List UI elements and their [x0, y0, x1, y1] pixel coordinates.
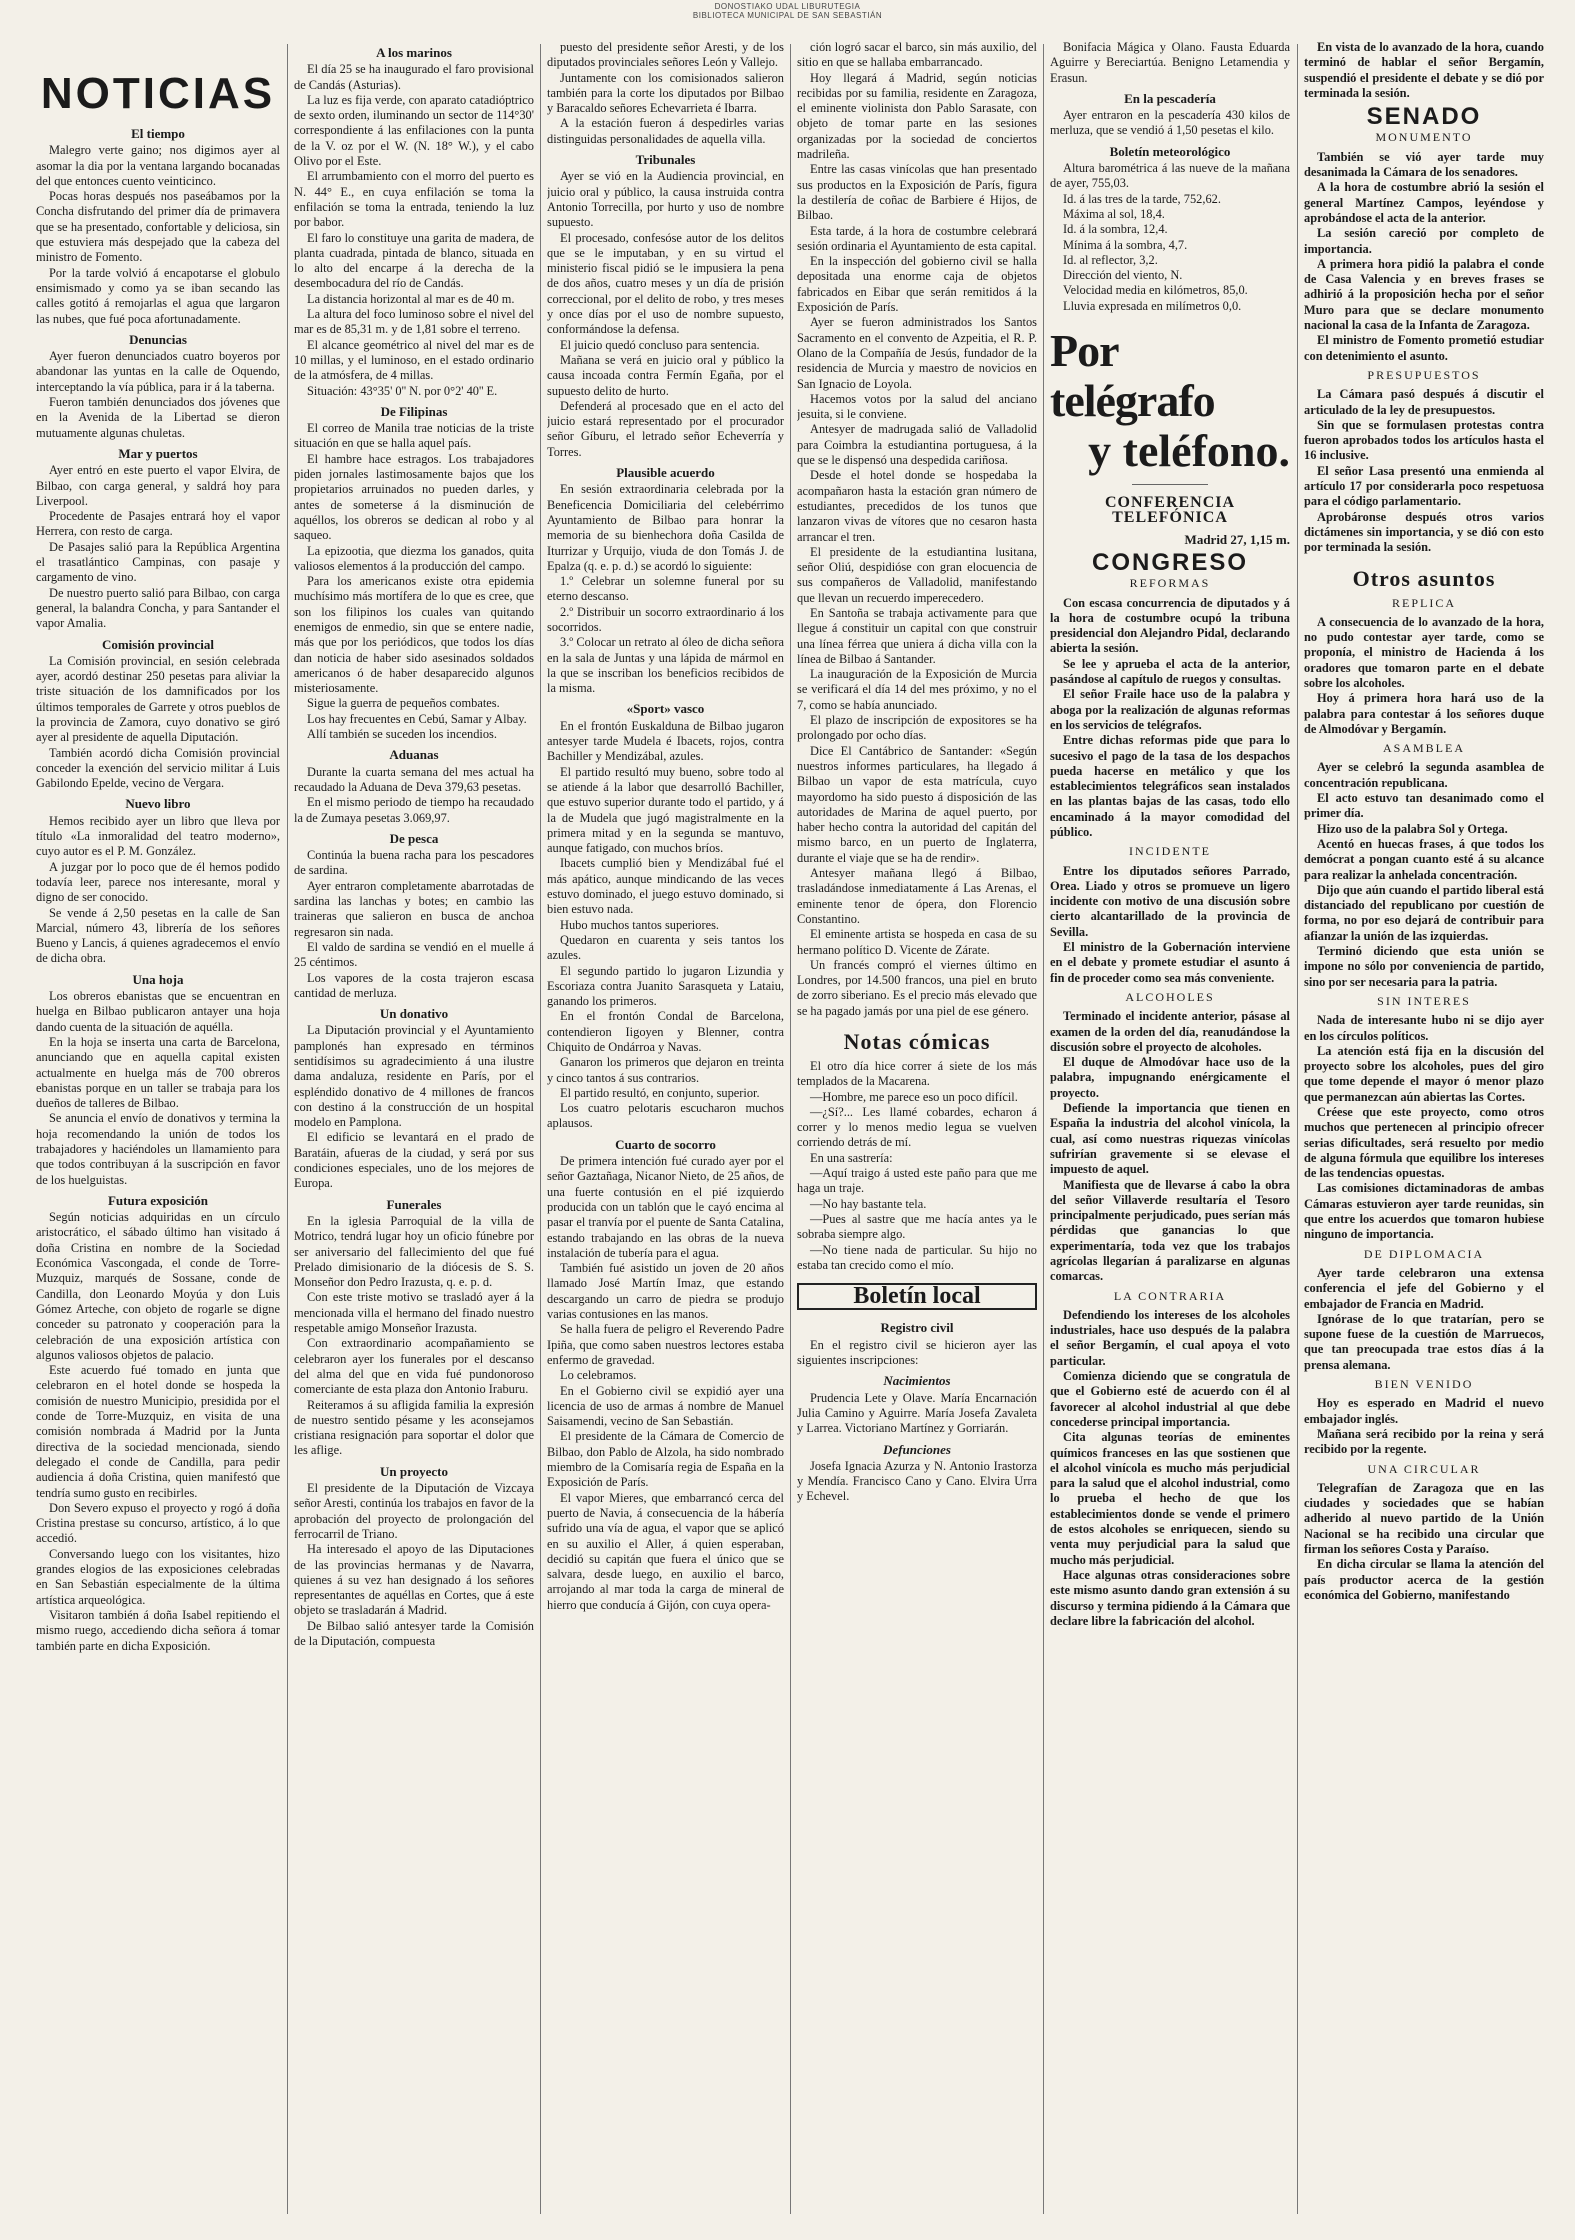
- paragraph: A la estación fueron á despedirles varias distinguidas personalidades de aquella villa.: [547, 116, 784, 146]
- paragraph: Bonifacia Mágica y Olano. Fausta Eduarda Aguirre y Bereciartúa. Benigno Letamendia y Erasun.: [1050, 40, 1290, 85]
- heading: Una hoja: [132, 971, 184, 987]
- paragraph: El eminente artista se hospeda en casa de su hermano político D. Vicente de Zárate.: [797, 927, 1037, 957]
- paragraph: Comienza diciendo que se congratula de que el Gobierno esté de acuerdo con él al favorecer al alcohol industrial al que debe concederse principal importancia.: [1050, 1369, 1290, 1429]
- paragraph: Los vapores de la costa trajeron escasa cantidad de merluza.: [294, 970, 534, 1000]
- paragraph: Prudencia Lete y Olave. María Encarnación Julia Camino y Aguirre. María Josefa Zavaleta y Larrea. Victoriano Martínez y Gorriarán.: [797, 1390, 1037, 1436]
- paragraph: Se vende á 2,50 pesetas en la calle de San Marcial, número 43, librería de los señores Bueno y Lancis, á quienes agradecemos el envío de dicha obra.: [36, 905, 280, 966]
- heading: A los marinos: [376, 45, 452, 60]
- paragraph: Los obreros ebanistas que se encuentran en huelga en Bilbao publicaron antayer una hoja dando cuenta de la situación de aquélla.: [36, 989, 280, 1034]
- heading: Boletín meteorológico: [1109, 143, 1231, 159]
- paragraph: Hoy á primera hora hará uso de la palabra para contestar á los señores duque de Almodóvar y Bergamín.: [1304, 691, 1544, 736]
- paragraph: 1.º Celebrar un solemne funeral por su eterno descanso.: [547, 574, 784, 604]
- subheading: BIEN VENIDO: [1374, 1377, 1474, 1392]
- heading: Denuncias: [129, 331, 187, 347]
- section-notas-comicas: Notas cómicas: [843, 1029, 991, 1054]
- heading: «Sport» vasco: [626, 701, 705, 717]
- paragraph: Antesyer de madrugada salió de Valladolid para Coimbra la estudiantina portuguesa, á la que se le dispensó una despedida cariñosa.: [797, 422, 1037, 468]
- paragraph: Defiende la importancia que tienen en España la industria del alcohol vinícola, la cual, así como nuestras riquezas vinícolas sufrirían gravemente si se elevase el impuesto de aquel.: [1050, 1101, 1290, 1177]
- paragraph: El partido resultó muy bueno, sobre todo al se atiende á la labor que desarrolló Bachiller, que estuvo superior durante todo el partido, y á la de Mudela que jugó magistralmente en la primera mitad y en la segunda se mantuvo, aunque fatigado, con muchos bríos.: [547, 764, 784, 856]
- paragraph: Telegrafían de Zaragoza que en las ciudades y sociedades que se habían adherido al nuevo partido de la Unión Nacional se ha recibido una circular que firman los señores Costa y Paraíso.: [1304, 1480, 1544, 1557]
- paragraph: En la hoja se inserta una carta de Barcelona, anunciando que en aquella capital existen actualmente en huelga más de 700 obreros ebanistas porque en un taller se trabaja para los dueños de talleres de Bilbao.: [36, 1034, 280, 1111]
- paragraph: El arrumbamiento con el morro del puerto es N. 44° E., en cuya enfilación se toma la enfilación se toma la entrada, teniendo la luz por babor.: [294, 169, 534, 230]
- subheading: ALCOHOLES: [1125, 989, 1215, 1004]
- column-rule: [1297, 44, 1298, 2214]
- paragraph: De primera intención fué curado ayer por el señor Gaztañaga, Nicanor Nieto, de 25 años, de una fuerte contusión en el pié izquierdo producida con un tablón que le cayó encima al pasar el tranvía por el puente de Santa Catalina, estando trabajando en las obras de la nueva instalación de tubería para el agua.: [547, 1154, 784, 1260]
- paragraph: Pocas horas después nos paseábamos por la Concha disfrutando del primer día de primavera que se ha presentado, confortable y deliciosa, sin que estuviera más despejado que la cabeza del ministro de Fomento.: [36, 189, 280, 265]
- paragraph: Id. á las tres de la tarde, 752,62.: [1063, 191, 1221, 206]
- paragraph: En una sastrería:: [810, 1150, 893, 1165]
- subheading: REFORMAS: [1129, 576, 1211, 591]
- paragraph: Entre los diputados señores Parrado, Orea. Liado y otros se promueve un ligero incidente con motivo de una discusión sobre cierto alcantarillado de la provincia de Sevilla.: [1050, 863, 1290, 939]
- section-boletin-local: Boletín local: [797, 1283, 1037, 1310]
- paragraph: Según noticias adquiridas en un círculo aristocrático, el sábado último han visitado á doña Cristina en nombre de la Sociedad Económica Vascongada, el conde de Torre-Muzquiz, marqués de Sossane, conde de Candilla, don Leonardo Moyúa y don Luis Gómez Arteche, con objeto de rogarle se digne conceder su patronato y cooperación para la celebración de una exposición artística con algunos valiosos objetos de palacio.: [36, 1210, 280, 1362]
- paragraph: La atención está fija en la discusión del proyecto sobre los alcoholes, pues del giro que tome depende el mayor ó menor plazo que permanezcan aún abiertas las Cortes.: [1304, 1043, 1544, 1104]
- paragraph: El valdo de sardina se vendió en el muelle á 25 céntimos.: [294, 939, 534, 970]
- paragraph: Ayer se celebró la segunda asamblea de concentración republicana.: [1304, 760, 1544, 790]
- paragraph: —Aquí traigo á usted este paño para que me haga un traje.: [797, 1166, 1037, 1196]
- paragraph: 2.º Distribuir un socorro extraordinario á los socorridos.: [547, 604, 784, 634]
- paragraph: El ministro de Fomento prometió estudiar con detenimiento el asunto.: [1304, 333, 1544, 363]
- paragraph: De Bilbao salió antesyer tarde la Comisión de la Diputación, compuesta: [294, 1618, 534, 1648]
- subheading: PRESUPUESTOS: [1367, 367, 1481, 382]
- paragraph: El presidente de la Diputación de Vizcaya señor Aresti, continúa los trabajos en favor de la aprobación del proyecto de prolongación del ferrocarril de Triano.: [294, 1481, 534, 1541]
- paragraph: Ibacets cumplió bien y Mendizábal fué el más apático, aunque mindicando de las veces estuvo dominado, el juego estuvo dominado, si bien estuvo nada.: [547, 856, 784, 917]
- column-3: [547, 40, 784, 2220]
- heading: Nacimientos: [883, 1373, 951, 1389]
- banner-line-1: Por telégrafo: [1050, 325, 1215, 427]
- heading: Nuevo libro: [125, 796, 191, 812]
- paragraph: Este acuerdo fué tomado en junta que celebraron en el hotel donde se hospeda la comisión de nuestro Municipio, presidida por el conde de Torre-Muzquiz, en visita de una comisión nombrada á Madrid por la Junta directiva de la sociedad mencionada, siendo delegado el conde de Candilla, para pedir audiencia á doña Cristina, quien manifestó que tendría sumo gusto en recibirles.: [36, 1363, 280, 1500]
- paragraph: Se halla fuera de peligro el Reverendo Padre Ipiña, que como saben nuestros lectores estaba enfermo de gravedad.: [547, 1322, 784, 1367]
- paragraph: En el frontón Condal de Barcelona, contendieron Iigoyen y Blenner, contra Chiquito de Ondárroa y Navas.: [547, 1009, 784, 1054]
- paragraph: El acto estuvo tan desanimado como el primer día.: [1304, 791, 1544, 821]
- column-rule: [540, 44, 541, 2214]
- paragraph: El día 25 se ha inaugurado el faro provisional de Candás (Asturias).: [294, 62, 534, 92]
- paragraph: En el registro civil se hicieron ayer las siguientes inscripciones:: [797, 1337, 1037, 1368]
- paragraph: El presidente de la estudiantina lusitana, señor Oliú, despidióse con gran elocuencia de sus compañeros de Valladolid, manifestando que llevan un recuerdo imperecedero.: [797, 544, 1037, 605]
- paragraph: —No hay bastante tela.: [810, 1196, 927, 1211]
- paragraph: Ayer se fueron administrados los Santos Sacramento en el convento de Azpeitia, el R. P. Olano de la Compañía de Jesús, fundador de la residencia de Murcia y maestro de novicios en San Ignacio de Loyola.: [797, 315, 1037, 391]
- paragraph: Entre las casas vinícolas que han presentado sus productos en la Exposición de París, figura la destilería de coñac de Barbiere é Hijos, de Bilbao.: [797, 162, 1037, 223]
- heading: Aduanas: [389, 747, 439, 763]
- paragraph: En sesión extraordinaria celebrada por la Beneficencia Domiciliaria del celebérrimo Ayuntamiento de Bilbao para honrar la memoria de su bienhechora doña Casilda de Iturrizar y Urquijo, viuda de don Tomás J. de Epalza (q. e. p. d.) se acordó lo siguiente:: [547, 482, 784, 573]
- paragraph: En el mismo periodo de tiempo ha recaudado la de Zumaya pesetas 3.069,97.: [294, 795, 534, 825]
- subheading: INCIDENTE: [1129, 844, 1211, 859]
- paragraph: El ministro de la Gobernación interviene en el debate y promete estudiar el asunto á fin de proceder como sea más conveniente.: [1050, 940, 1290, 985]
- paragraph: En el Gobierno civil se expidió ayer una licencia de uso de armas á nombre de Manuel Saisamendi, vecino de San Sebastián.: [547, 1383, 784, 1429]
- paragraph: Ayer entraron en la pescadería 430 kilos de merluza, que se vendió á 1,50 pesetas el kilo.: [1050, 108, 1290, 138]
- column-2: [294, 40, 534, 2220]
- library-stamp: [0, 2, 1575, 20]
- paragraph: Entre dichas reformas pide que para lo sucesivo el pago de la tasa de los despachos pueda hacerse en metálico y que los establecimientos telegráficos sean instalados en las plantas bajas de las casas, todo ello encaminado á la mayor comodidad del público.: [1050, 733, 1290, 839]
- heading: Mar y puertos: [118, 445, 198, 461]
- paragraph: Allí también se suceden los incendios.: [307, 727, 497, 742]
- paragraph: Ayer fueron denunciados cuatro boyeros por abandonar las yuntas en la calle de Oquendo, interceptando la vía pública, para ir á la taberna.: [36, 349, 280, 394]
- paragraph: El hambre hace estragos. Los trabajadores piden jornales lastimosamente bajos que los propietarios arruinados no pueden darles, y antes de someterse á la disminución de aquéllos, los obreros se dedican al robo y al saqueo.: [294, 451, 534, 543]
- paragraph: La sesión careció por completo de importancia.: [1304, 226, 1544, 256]
- paragraph: El juicio quedó concluso para sentencia.: [560, 337, 760, 352]
- subheading: ASAMBLEA: [1382, 741, 1465, 756]
- paragraph: El edificio se levantará en el prado de Baratáin, afueras de la ciudad, y será por sus condiciones especiales, uno de los mejores de Europa.: [294, 1130, 534, 1191]
- column-1: [36, 40, 280, 2220]
- heading: El tiempo: [131, 126, 185, 141]
- heading: Futura exposición: [107, 1192, 209, 1208]
- paragraph: Conversando luego con los visitantes, hizo grandes elogios de las exposiciones celebradas en San Sebastián especialmente de la última artística arqueológica.: [36, 1546, 280, 1607]
- paragraph: También acordó dicha Comisión provincial conceder la exención del servicio militar á Luis Gabilondo Epelde, vecino de Vergara.: [36, 745, 280, 791]
- paragraph: Ayer entraron completamente abarrotadas de sardina las lanchas y botes; en cambio las traineras que salieron en busca de anchoa regresaron sin nada.: [294, 878, 534, 939]
- subheading: UNA CIRCULAR: [1367, 1461, 1481, 1476]
- paragraph: —Pues al sastre que me hacía antes ya le sobraba siempre algo.: [797, 1211, 1037, 1242]
- paragraph: Nada de interesante hubo ni se dijo ayer en los círculos políticos.: [1304, 1013, 1544, 1043]
- paragraph: Desde el hotel donde se hospedaba la acompañaron hasta la estación gran número de estudiantes, precedidos de los tunos que lanzaron vivas de vítores que no cesaron hasta arrancar el tren.: [797, 468, 1037, 544]
- paragraph: La epizootia, que diezma los ganados, quita valiosos elementos á la producción del campo.: [294, 543, 534, 573]
- senado-heading: SENADO: [1366, 103, 1482, 131]
- paragraph: El partido resultó, en conjunto, superior.: [560, 1085, 760, 1100]
- paragraph: El presidente de la Cámara de Comercio de Bilbao, don Pablo de Alzola, ha sido nombrado miembro de la Comisaría regia de España en la Exposición de París.: [547, 1429, 784, 1490]
- heading: Registro civil: [880, 1320, 954, 1336]
- paragraph: El señor Lasa presentó una enmienda al artículo 17 por considerarla poco respetuosa para el código parlamentario.: [1304, 463, 1544, 509]
- paragraph: —¿Sí?... Les llamé cobardes, echaron á correr y lo menos medio legua se vuelven corriendo detrás de mí.: [797, 1104, 1037, 1150]
- paragraph: En el frontón Euskalduna de Bilbao jugaron antesyer tarde Mudela é Ibacets, rojos, contra Bachiller y Mendizábal, azules.: [547, 718, 784, 764]
- paragraph: Máxima al sol, 18,4.: [1063, 206, 1165, 221]
- paragraph: En vista de lo avanzado de la hora, cuando terminó de hablar el señor Bergamín, suspendió el presidente el debate y se dió por terminada la sesión.: [1304, 40, 1544, 100]
- subheading: SIN INTERES: [1377, 993, 1471, 1008]
- paragraph: Mañana se verá en juicio oral y público la causa incoada contra Fermín Egaña, por el supuesto delito de hurto.: [547, 352, 784, 398]
- paragraph: Para los americanos existe otra epidemia muchísimo más mortífera de lo que es cree, que son los filipinos los cuales van quitando enemigos de enmedio, sin que se entere nadie, más que por los periódicos, que todos los días dan noticia de haber sido asesinados soldados americanos ó de haber desaparecido algunos misteriosamente.: [294, 574, 534, 696]
- paragraph: A la hora de costumbre abrió la sesión el general Martínez Campos, leyéndose y aprobándose el acta de la anterior.: [1304, 180, 1544, 225]
- paragraph: A primera hora pidió la palabra el conde de Casa Valencia y en breves frases se adhirió á la proposición hecha por el señor Muro para que se declare monumento nacional la casa de la Infanta de Zaragoza.: [1304, 256, 1544, 333]
- paragraph: De nuestro puerto salió para Bilbao, con carga general, la balandra Concha, y para Santander el vapor Amalia.: [36, 585, 280, 631]
- banner-line-2: y teléfono.: [1088, 425, 1290, 477]
- paragraph: Hubo muchos tantos superiores.: [560, 917, 719, 932]
- paragraph: Antesyer mañana llegó á Bilbao, trasladándose inmediatamente á Las Arenas, el eminente tenor de ópera, don Florencio Constantino.: [797, 866, 1037, 926]
- paragraph: Quedaron en cuarenta y seis tantos los azules.: [547, 932, 784, 963]
- paragraph: Esta tarde, á la hora de costumbre celebrará sesión ordinaria el Ayuntamiento de esta capital.: [797, 223, 1037, 253]
- stamp-line-1: DONOSTIAKO UDAL LIBURUTEGIA: [714, 2, 861, 11]
- paragraph: La inauguración de la Exposición de Murcia se verificará el día 14 del mes próximo, y no el 7, como se había anunciado.: [797, 667, 1037, 712]
- paragraph: Continúa la buena racha para los pescadores de sardina.: [294, 848, 534, 878]
- stamp-line-2: BIBLIOTECA MUNICIPAL DE SAN SEBASTIÁN: [692, 11, 883, 20]
- paragraph: Cita algunas teorías de eminentes químicos franceses en las que sostienen que el alcohol vinícola es mucho más perjudicial para la salud que el alcohol industrial, como lo prueba el hecho de que los establecimientos donde se vende el primero de estos alcoholes se enriquecen, siendo su venta muy perjudicial para la salud que mucho más perjudicial.: [1050, 1430, 1290, 1567]
- paragraph: Manifiesta que de llevarse á cabo la obra del señor Villaverde resultaría el Tesoro principalmente perjudicado, pues serían más pérdidas que ganancias lo que experimentaría, toda vez que los trabajos agrícolas llegarían á paralizarse en algunas comarcas.: [1050, 1177, 1290, 1284]
- heading: Defunciones: [883, 1441, 951, 1457]
- column-rule: [287, 44, 288, 2214]
- paragraph: puesto del presidente señor Aresti, y de los diputados provinciales señores León y Vallejo.: [547, 40, 784, 70]
- paragraph: La Diputación provincial y el Ayuntamiento pamplonés han expresado en términos sentidísimos su agradecimiento á una ilustre dama andaluza, residente en París, por el espléndido donativo de 4 millones de francos con destino á la construcción de un hospital modelo en Pamplona.: [294, 1023, 534, 1130]
- paragraph: Acentó en huecas frases, á que todos los demócrat a pongan cuanto esté á su alcance para realizar la anhelada concentración.: [1304, 836, 1544, 882]
- masthead-noticias: NOTICIAS: [40, 69, 276, 118]
- paragraph: Dijo que aún cuando el partido liberal está distanciado del republicano por cuestión de forma, no por eso dejará de contribuir para afianzar la unión de las izquierdas.: [1304, 882, 1544, 943]
- column-6: [1304, 40, 1544, 2220]
- paragraph: Malegro verte gaino; nos digimos ayer al asomar la dia por la ventana largando bocanadas del que entonces cuento veinticinco.: [36, 143, 280, 188]
- heading: En la pescadería: [1124, 90, 1216, 106]
- paragraph: Sin que se formulasen protestas contra fueron aprobados todos los artículos hasta el 16 inclusive.: [1304, 417, 1544, 463]
- paragraph: Con extraordinario acompañamiento se celebraron ayer los funerales por el descanso del alma del que en vida fué pundonoroso comerciante de esta plaza don Antonio Iraburu.: [294, 1336, 534, 1397]
- paragraph: Mañana será recibido por la reina y será recibido por la regente.: [1304, 1426, 1544, 1457]
- paragraph: Ayer se vió en la Audiencia provincial, en juicio oral y público, la causa instruida contra Antonio Torrecilla, por hurto y uso de nombre supuesto.: [547, 169, 784, 230]
- heading: Tribunales: [635, 152, 696, 168]
- paragraph: La distancia horizontal al mar es de 40 m.: [307, 291, 515, 306]
- paragraph: ción logró sacar el barco, sin más auxilio, del sitio en que se hallaba embarrancado.: [797, 40, 1037, 70]
- paragraph: El faro lo constituye una garita de madera, de planta cuadrada, pintada de blanco, situada en lo alto del encarpe á la derecha de la desembocadura del río de Candás.: [294, 230, 534, 291]
- paragraph: También fué asistido un joven de 20 años llamado José Martín Imaz, que estando descargando un carro de piedra se produjo varias contusiones en las manos.: [547, 1261, 784, 1322]
- paragraph: Ganaron los primeros que dejaron en treinta y cinco tantos á sus contrarios.: [547, 1055, 784, 1085]
- paragraph: Juntamente con los comisionados salieron también para la corte los diputados por Bilbao y Baracaldo señores Echevarrieta é Ibarra.: [547, 70, 784, 116]
- paragraph: Reiteramos á su afligida familia la expresión de nuestro sentido pésame y les aconsejamos cristiana resignación para soportar el dolor que les aflige.: [294, 1397, 534, 1458]
- paragraph: Hemos recibido ayer un libro que lleva por título «La inmoralidad del teatro moderno», cuyo autor es el P. M. González.: [36, 813, 280, 859]
- paragraph: Dirección del viento, N.: [1063, 268, 1183, 283]
- paragraph: La Comisión provincial, en sesión celebrada ayer, acordó destinar 250 pesetas para aliviar la triste situación de los damnificados por los últimos temporales de Garrete y otros pueblos de la provincia de Zamora, cuyo donativo se giró ayer al presidente de aquella Diputación.: [36, 653, 280, 745]
- section-otros-asuntos: Otros asuntos: [1352, 565, 1496, 591]
- paragraph: Visitaron también á doña Isabel repitiendo el mismo ruego, accediendo dicha señora á tomar también parte en dicha Exposición.: [36, 1607, 280, 1653]
- paragraph: El procesado, confesóse autor de los delitos que se le imputaban, y en su virtud el ministerio fiscal pidió se le impusiera la pena de dos años, cuatro meses y un día de prisión correccional, por el delito de robo, y tres meses y once días por el uso de nombre supuesto, conformándose la defensa.: [547, 230, 784, 337]
- telegrafo-banner: [1050, 326, 1290, 476]
- column-rule: [1043, 44, 1044, 2214]
- heading: Un donativo: [379, 1006, 449, 1022]
- heading: Un proyecto: [379, 1463, 448, 1479]
- paragraph: En Santoña se trabaja activamente para que llegue á constituir un capital con que construir una línea férrea que uniera á dicha villa con la línea de Bilbao á Santander.: [797, 605, 1037, 666]
- heading: Plausible acuerdo: [616, 465, 715, 481]
- paragraph: Terminó diciendo que esta unión se impone no sólo por conveniencia de partido, sino por ser necesaria para la patria.: [1304, 944, 1544, 989]
- paragraph: Fueron también denunciados dos jóvenes que en la Avenida de la Libertad se dieron mutuamente algunas chuletas.: [36, 395, 280, 440]
- paragraph: Las comisiones dictaminadoras de ambas Cámaras estuvieron ayer tarde reunidas, sin que entre los acuerdos que tomaron hubiese ninguno de importancia.: [1304, 1181, 1544, 1242]
- paragraph: —Hombre, me parece eso un poco difícil.: [810, 1089, 1018, 1104]
- paragraph: De Pasajes salió para la República Argentina el trasatlántico Campinas, con pasaje y cargamento de vino.: [36, 539, 280, 585]
- paragraph: Defenderá al procesado que en el acto del juicio estará representado por el procurador señor Gíburu, el letrado señor Echeverría y Torres.: [547, 398, 784, 459]
- paragraph: El plazo de inscripción de expositores se ha prolongado por ocho días.: [797, 713, 1037, 743]
- paragraph: Los hay frecuentes en Cebú, Samar y Albay.: [307, 711, 527, 726]
- paragraph: A consecuencia de lo avanzado de la hora, no pudo contestar ayer tarde, como se proponía, el ministro de Hacienda á los oradores que tomaron parte en el debate sobre los alcoholes.: [1304, 614, 1544, 690]
- paragraph: Aprobáronse después otros varios dictámenes sin importancia, y se dió con esto por terminada la sesión.: [1304, 509, 1544, 555]
- subheading: REPLICA: [1391, 595, 1456, 610]
- paragraph: Se lee y aprueba el acta de la anterior, pasándose al capítulo de ruegos y consultas.: [1050, 656, 1290, 687]
- paragraph: Créese que este proyecto, como otros muchos que pertenecen al principio ofrecer serias dificultades, será resuelto por medio de alguna fórmula que equilibre los intereses de las tendencias opuestas.: [1304, 1105, 1544, 1181]
- paragraph: Con escasa concurrencia de diputados y á la hora de costumbre ocupó la tribuna presidencial don Alejandro Pidal, declarando abierta la sesión.: [1050, 595, 1290, 656]
- heading: De Filipinas: [380, 403, 448, 419]
- paragraph: La luz es fija verde, con aparato catadióptrico de sexto orden, iluminando un sector de 114°30' correspondiente á las enfilaciones con la punta de la V. oz por el W. (N. 18° W.), y el cabo Olivo por el Este.: [294, 92, 534, 169]
- paragraph: Con este triste motivo se trasladó ayer á la mencionada villa el hermano del finado nuestro respetable amigo Monseñor Irazusta.: [294, 1290, 534, 1336]
- paragraph: Situación: 43°35' 0'' N. por 0°2' 40'' E.: [307, 383, 498, 398]
- paragraph: Un francés compró el viernes último en Londres, por 14.500 francos, una piel en bruto de zorro siberiano. Es el precio más elevado que se ha pagado jamás por una piel de ese género.: [797, 957, 1037, 1018]
- paragraph: Por la tarde volvió á encapotarse el globulo ensimismado y como ya se iban secando las calles gotitó á remojarlas el agua que largaron las nubes, que fué poca afortunadamente.: [36, 265, 280, 326]
- conference-heading: CONFERENCIA TELEFÓNICA: [1104, 494, 1236, 527]
- paragraph: El segundo partido lo jugaron Lizundia y Escoriaza contra Juanito Sarasqueta y Lataiu, ganando los primeros.: [547, 963, 784, 1009]
- paragraph: Altura barométrica á las nueve de la mañana de ayer, 755,03.: [1050, 161, 1290, 191]
- paragraph: El correo de Manila trae noticias de la triste situación en que se halla aquel país.: [294, 421, 534, 451]
- paragraph: En dicha circular se llama la atención del país productor acerca de la gestión económica del Gobierno, manifestando: [1304, 1557, 1544, 1602]
- paragraph: La Cámara pasó después á discutir el articulado de la ley de presupuestos.: [1304, 387, 1544, 417]
- paragraph: También se vió ayer tarde muy desanimada la Cámara de los senadores.: [1304, 149, 1544, 180]
- column-rule: [790, 44, 791, 2214]
- heading: De pesca: [389, 830, 439, 846]
- paragraph: Defendiendo los intereses de los alcoholes industriales, hace uso después de la palabra el señor Bergamín, el cual apoya el voto particular.: [1050, 1307, 1290, 1368]
- heading: Cuarto de socorro: [615, 1136, 716, 1152]
- divider: [1132, 484, 1209, 485]
- paragraph: En la iglesia Parroquial de la villa de Motrico, tendrá lugar hoy un oficio fúnebre por ser aniversario del fallecimiento del que fué Prelado dimisionario de la diócesis de S. S. Monseñor don Pedro Irazusta, q. e. p. d.: [294, 1213, 534, 1290]
- subheading: LA CONTRARIA: [1113, 1288, 1227, 1303]
- paragraph: 3.º Colocar un retrato al óleo de dicha señora en la sala de Juntas y una lápida de mármol en la que se inscriban los beneficios recibidos de la misma.: [547, 635, 784, 696]
- paragraph: Ignórase de lo que tratarían, pero se supone fuese de la cuestión de Marruecos, que tan preocupada trae estos días á la prensa alemana.: [1304, 1311, 1544, 1372]
- congreso-heading: CONGRESO: [1091, 548, 1248, 576]
- paragraph: Dice El Cantábrico de Santander: «Según nuestros informes particulares, ha llegado á Bilbao un vapor de esta matrícula, cuyo mayordomo ha sido puesto á disposición de las autoridades de Marina de aquel puerto, por haber hecho contra la autoridad del capitán del mismo barco, en un puerto de Inglaterra, durante el viaje que se ha de rendir».: [797, 743, 1037, 865]
- paragraph: Terminado el incidente anterior, pásase al examen de la orden del día, reanudándose la discusión sobre el proyecto de alcoholes.: [1050, 1009, 1290, 1054]
- column-4: [797, 40, 1037, 2220]
- heading: Funerales: [386, 1196, 442, 1212]
- paragraph: La altura del foco luminoso sobre el nivel del mar es de 85,31 m. y de 1,81 sobre el terreno.: [294, 307, 534, 337]
- subheading: MONUMENTO: [1375, 130, 1473, 145]
- paragraph: —No tiene nada de particular. Su hijo no estaba tan crecido como el mío.: [797, 1242, 1037, 1272]
- dateline: Madrid 27, 1,15 m.: [1184, 531, 1290, 547]
- paragraph: A juzgar por lo poco que de él hemos podido todavía leer, parece nos interesante, moral y digno de ser conocido.: [36, 859, 280, 905]
- paragraph: Los cuatro pelotaris escucharon muchos aplausos.: [547, 1101, 784, 1131]
- paragraph: Ha interesado el apoyo de las Diputaciones de las provincias hermanas y de Navarra, quienes á su vez han designado á los señores representantes de aquéllas en Cortes, que á este objeto se trasladarán á Madrid.: [294, 1542, 534, 1618]
- paragraph: Se anuncia el envío de donativos y termina la hoja recomendando la unión de todos los trabajadores y haciéndoles un llamamiento para que todos contribuyan á la suscripción en favor de los huelguistas.: [36, 1111, 280, 1187]
- paragraph: Lo celebramos.: [560, 1368, 637, 1383]
- paragraph: El otro día hice correr á siete de los más templados de la Macarena.: [797, 1059, 1037, 1089]
- paragraph: El duque de Almodóvar hace uso de la palabra, impugnando enérgicamente el proyecto.: [1050, 1055, 1290, 1100]
- paragraph: Ayer entró en este puerto el vapor Elvira, de Bilbao, con carga general, y saldrá hoy para Liverpool.: [36, 463, 280, 508]
- paragraph: Durante la cuarta semana del mes actual ha recaudado la Aduana de Deva 379,63 pesetas.: [294, 764, 534, 794]
- paragraph: El señor Fraile hace uso de la palabra y aboga por la realización de algunas reformas en los servicios de telégrafos.: [1050, 687, 1290, 732]
- paragraph: En la inspección del gobierno civil se halla depositada una enorme caja de objetos fabricados en Eibar que serán remitidos á la Exposición de París.: [797, 254, 1037, 315]
- paragraph: Josefa Ignacia Azurza y N. Antonio Irastorza y Mendía. Francisco Cano y Cano. Elvira Urra y Echevel.: [797, 1458, 1037, 1504]
- paragraph: Don Severo expuso el proyecto y rogó á doña Cristina prestase su concurso, artístico, á lo que accedió.: [36, 1500, 280, 1546]
- paragraph: Hacemos votos por la salud del anciano jesuita, si le conviene.: [797, 391, 1037, 422]
- column-5: [1050, 40, 1290, 2220]
- paragraph: Ayer tarde celebraron una extensa conferencia el jefe del Gobierno y el embajador de Francia en Madrid.: [1304, 1265, 1544, 1311]
- paragraph: Hoy es esperado en Madrid el nuevo embajador inglés.: [1304, 1396, 1544, 1426]
- paragraph: Mínima á la sombra, 4,7.: [1063, 237, 1188, 252]
- paragraph: Lluvia expresada en milímetros 0,0.: [1063, 298, 1242, 313]
- heading: Comisión provincial: [101, 636, 215, 652]
- paragraph: Id. á la sombra, 12,4.: [1063, 222, 1168, 237]
- subheading: DE DIPLOMACIA: [1363, 1246, 1485, 1261]
- paragraph: Hizo uso de la palabra Sol y Ortega.: [1317, 821, 1508, 836]
- paragraph: Sigue la guerra de pequeños combates.: [307, 696, 500, 711]
- paragraph: Id. al reflector, 3,2.: [1063, 252, 1158, 267]
- paragraph: Hoy llegará á Madrid, según noticias recibidas por su familia, residente en Zaragoza, el eminente violinista don Pablo Sarasate, con objeto de tomar parte en las sesiones organizadas por la sociedad de conciertos madrileña.: [797, 70, 1037, 162]
- paragraph: Hace algunas otras consideraciones sobre este mismo asunto dando gran extensión á su discurso y termina pidiendo á la Cámara que declare libre la fabricación del alcohol.: [1050, 1567, 1290, 1628]
- paragraph: El alcance geométrico al nivel del mar es de 10 millas, y el luminoso, en el estado ordinario de la atmósfera, de 4 millas.: [294, 337, 534, 383]
- paragraph: Procedente de Pasajes entrará hoy el vapor Herrera, con resto de carga.: [36, 509, 280, 539]
- paragraph: Velocidad media en kilómetros, 85,0.: [1063, 283, 1248, 298]
- paragraph: El vapor Mieres, que embarrancó cerca del puerto de Navia, á consecuencia de la hábería sufrido una vía de agua, el vapor que se aplicó en su auxilio el Aller, á quien esperaban, decidió su capitán que fuera el único que se salvara, desde luego, en auxilio el barco, arrojando al mar toda la carga de mineral de hierro que conducía á Gijón, con cuya opera-: [547, 1490, 784, 1612]
